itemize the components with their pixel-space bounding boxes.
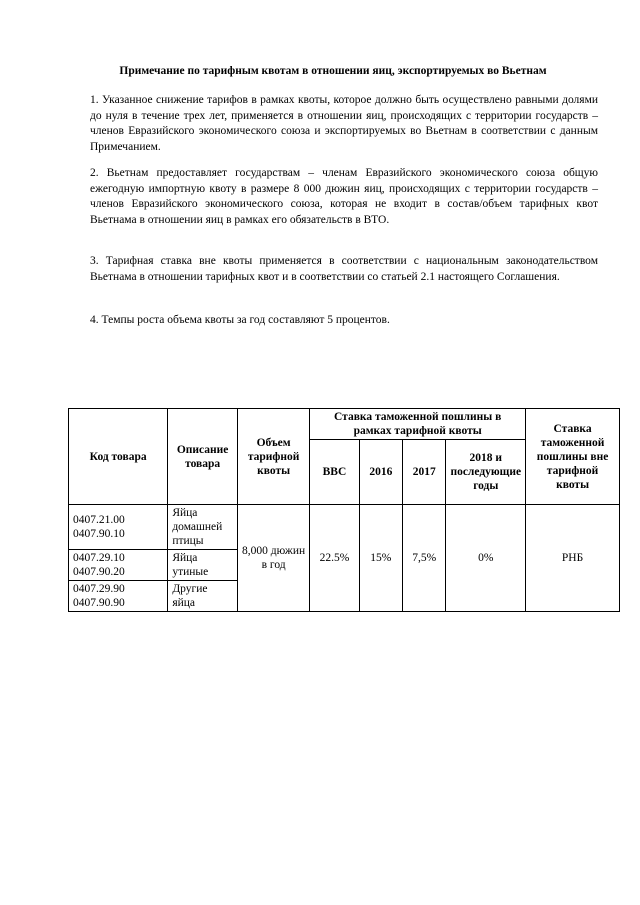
subheader-base-rate: ВВС: [310, 440, 359, 505]
code-cell: [69, 581, 168, 612]
subheader-2016: 2016: [359, 440, 402, 505]
rate-2017-cell: 7,5%: [402, 505, 445, 612]
code-value: 0407.29.10: [73, 552, 125, 564]
table-row: [69, 505, 620, 550]
volume-cell: 8,000 дюжин в год: [237, 505, 309, 612]
rate-2018-cell: 0%: [446, 505, 526, 612]
subheader-2017: 2017: [402, 440, 445, 505]
header-out-quota-rate: Ставка таможенной пошлины вне тарифной квоты: [526, 409, 620, 505]
tariff-quota-table: [68, 408, 620, 612]
paragraph-3: 3. Тарифная ставка вне квоты применяется в соответствии с национальным законодательством Вьетнама в отношении тарифных квот и в соответствии со статьей 2.1 настоящего Соглашения.: [90, 255, 598, 283]
code-value: 0407.90.10: [73, 528, 125, 540]
code-value: 0407.90.90: [73, 597, 125, 609]
rate-base-cell: 22.5%: [310, 505, 359, 612]
code-value: 0407.29.90: [73, 583, 125, 595]
header-code: Код товара: [69, 409, 168, 505]
out-quota-rate-cell: РНБ: [526, 505, 620, 612]
header-volume: Объем тарифной квоты: [237, 409, 309, 505]
table-header-row: [69, 409, 620, 440]
code-value: 0407.90.20: [73, 566, 125, 578]
description-cell: Яйца утиные: [168, 550, 238, 581]
paragraph-1: 1. Указанное снижение тарифов в рамках квоты, которое должно быть осуществлено равными долями до нуля в течение трех лет, применяется в отношении яиц, происходящих с территории государств – членов Евразийского экономического союза и экспортируемых во Вьетнам в соответствии с данным Примечанием.: [90, 94, 598, 153]
paragraph-4: 4. Темпы роста объема квоты за год составляют 5 процентов.: [90, 314, 390, 326]
document-title: Примечание по тарифным квотам в отношении яиц, экспортируемых во Вьетнам: [119, 65, 547, 77]
description-cell: Яйца домашней птицы: [168, 505, 238, 550]
subheader-2018-onward: 2018 и последующие годы: [446, 440, 526, 505]
paragraph-2: 2. Вьетнам предоставляет государствам – членам Евразийского экономического союза общую ежегодную импортную квоту в размере 8 000 дюжин яиц, происходящих с территории государств – членов Евразийского экономического союза, которая не входит в состав/объем тарифных квот Вьетнама в отношении яиц в рамках его обязательств в ВТО.: [90, 167, 598, 226]
rate-2016-cell: 15%: [359, 505, 402, 612]
header-description: Описание товара: [168, 409, 238, 505]
description-cell: Другие яйца: [168, 581, 238, 612]
header-in-quota-rate: Ставка таможенной пошлины в рамках тарифной квоты: [310, 409, 526, 440]
code-cell: [69, 550, 168, 581]
code-value: 0407.21.00: [73, 514, 125, 526]
code-cell: [69, 505, 168, 550]
